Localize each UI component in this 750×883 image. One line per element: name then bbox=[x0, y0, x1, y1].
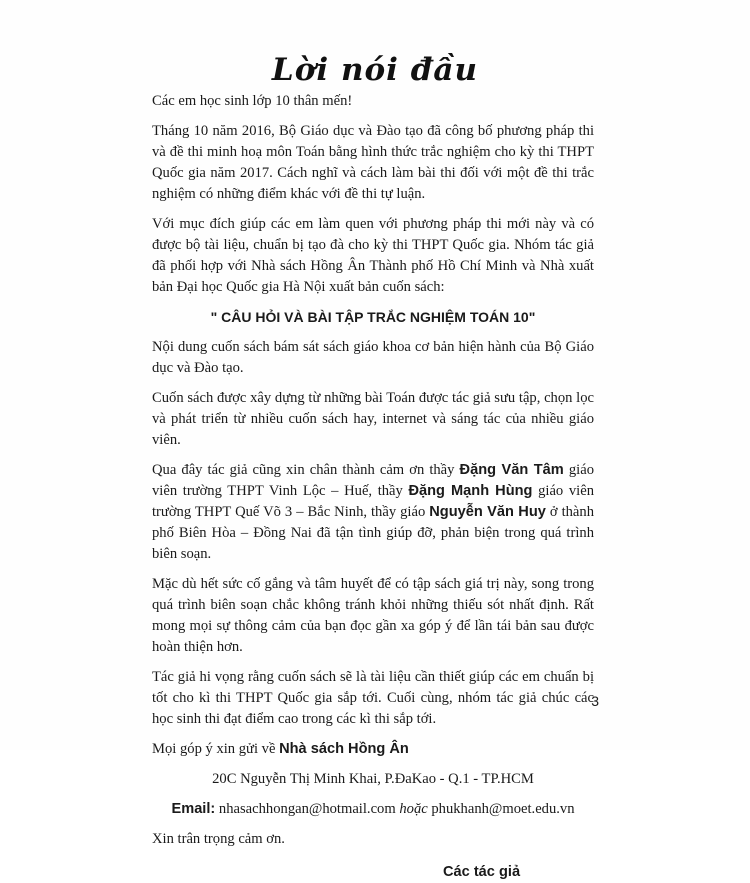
paragraph-6: Mặc dù hết sức cố gắng và tâm huyết để có tập sách giá trị này, song trong quá trình biên soạn chắc không tránh khỏi những thiếu sót nhất định. Rất mong mọi sự thông cảm của bạn đọc gần xa góp ý để lần tái bản sau được hoàn thiện hơn. bbox=[152, 576, 594, 655]
email-or: hoặc bbox=[399, 801, 428, 817]
teacher-name-3: Nguyễn Văn Huy bbox=[429, 504, 546, 520]
email-label: Email: bbox=[171, 801, 216, 817]
book-title: " CÂU HỎI VÀ BÀI TẬP TRẮC NGHIỆM TOÁN 10" bbox=[210, 309, 536, 325]
paragraph-5 bbox=[152, 460, 594, 565]
paragraph-2: Với mục đích giúp các em làm quen với phương pháp thi mới này và có được bộ tài liệu, chuẩn bị tạo đà cho kỳ thi THPT Quốc gia. Nhóm tác giả đã phối hợp với Nhà sách Hồng Ân Thành phố Hồ Chí Minh và Nhà xuất bản Đại học Quốc gia Hà Nội xuất bản cuốn sách: bbox=[152, 216, 594, 295]
p5-text-b: giáo viên trường THPT Vinh Lộc – Huế, thầy bbox=[152, 462, 594, 499]
teacher-name-2: Đặng Mạnh Hùng bbox=[408, 483, 533, 499]
paragraph-7: Tác giả hi vọng rằng cuốn sách sẽ là tài liệu cần thiết giúp các em chuẩn bị tốt cho kì thi THPT Quốc gia sắp tới. Cuối cùng, nhóm tác giả chúc các học sinh thi đạt điểm cao trong các kì thi sắp tới. bbox=[152, 669, 594, 727]
paragraph-3: Nội dung cuốn sách bám sát sách giáo khoa cơ bản hiện hành của Bộ Giáo dục và Đào tạo. bbox=[152, 339, 594, 376]
publisher-name: Nhà sách Hồng Ân bbox=[279, 741, 409, 757]
greeting: Các em học sinh lớp 10 thân mến! bbox=[152, 93, 353, 109]
address-line: 20C Nguyễn Thị Minh Khai, P.ĐaKao - Q.1 - TP.HCM bbox=[212, 771, 534, 787]
email-1: nhasachhongan@hotmail.com bbox=[215, 801, 400, 817]
p5-text-c: giáo viên trường THPT Quế Võ 3 – Bắc Ninh, thầy giáo bbox=[152, 483, 594, 520]
contact-intro: Mọi góp ý xin gửi về bbox=[152, 741, 280, 757]
email-line bbox=[152, 799, 594, 820]
teacher-name-1: Đặng Văn Tâm bbox=[459, 462, 564, 478]
p5-text-d: ở thành phố Biên Hòa – Đồng Nai đã tận tình giúp đỡ, phản biện trong quá trình biên soạn. bbox=[152, 504, 594, 562]
page-title: Lời nói đầu bbox=[271, 52, 479, 88]
email-2: phukhanh@moet.edu.vn bbox=[427, 801, 575, 817]
p5-text-a: Qua đây tác giả cũng xin chân thành cảm ơn thầy bbox=[152, 462, 460, 478]
page-number: 3 bbox=[591, 693, 599, 709]
paragraph-1: Tháng 10 năm 2016, Bộ Giáo dục và Đào tạo đã công bố phương pháp thi và đề thi minh hoạ môn Toán bằng hình thức trắc nghiệm cho kỳ thi THPT Quốc gia năm 2017. Cách nghĩ và cách làm bài thi đối với một đề thi trắc nghiệm có những điểm khác với đề thi tự luận. bbox=[152, 123, 594, 202]
thanks-line: Xin trân trọng cảm ơn. bbox=[152, 831, 285, 847]
preface-body bbox=[152, 91, 594, 883]
paragraph-4: Cuốn sách được xây dựng từ những bài Toán được tác giả sưu tập, chọn lọc và phát triển từ nhiều cuốn sách hay, internet và sáng tác của nhiều giáo viên. bbox=[152, 390, 594, 448]
signature: Các tác giả bbox=[443, 864, 521, 880]
